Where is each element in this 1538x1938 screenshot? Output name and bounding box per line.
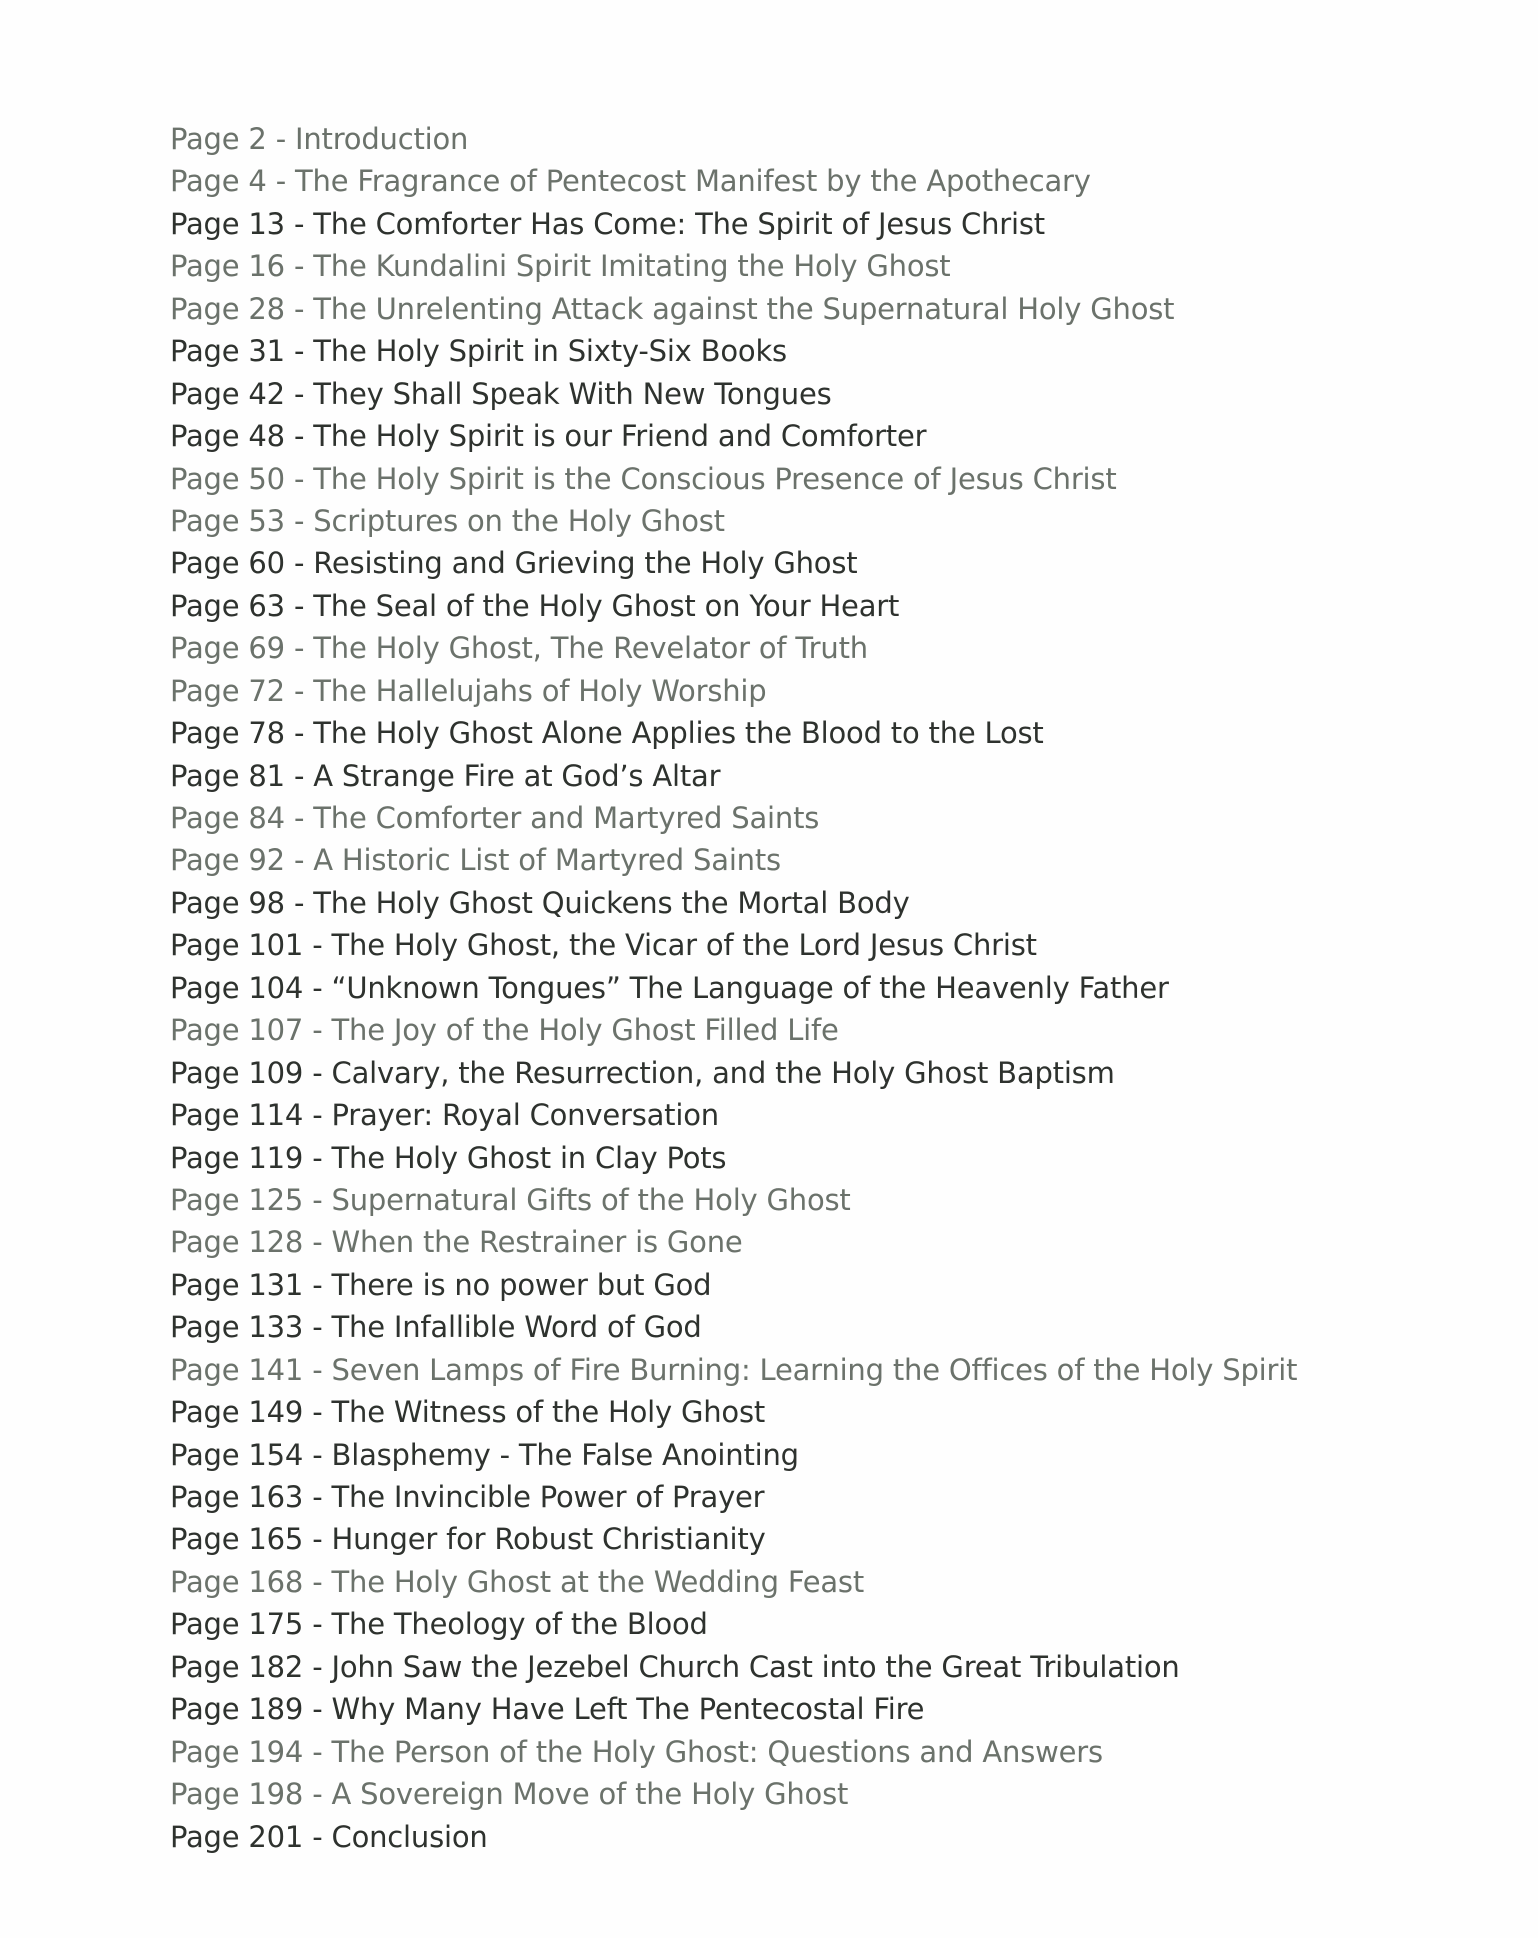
toc-separator: -	[293, 546, 305, 581]
toc-chapter-title: They Shall Speak With New Tongues	[313, 376, 832, 411]
toc-entry	[170, 1009, 1470, 1051]
toc-separator: -	[293, 843, 305, 878]
toc-separator: -	[312, 1395, 323, 1430]
table-of-contents	[170, 118, 1470, 1858]
toc-page-number: Page 168	[170, 1564, 304, 1599]
toc-separator: -	[293, 461, 305, 496]
toc-entry	[170, 118, 1470, 160]
toc-page-number: Page 101	[170, 928, 304, 963]
toc-chapter-title: Prayer: Royal Conversation	[331, 1098, 719, 1133]
toc-entry	[170, 160, 1470, 202]
toc-page-number: Page 189	[170, 1692, 304, 1727]
toc-page-number: Page 69	[170, 631, 285, 666]
toc-separator: -	[312, 1480, 323, 1514]
toc-page-number: Page 50	[170, 461, 285, 496]
toc-entry	[170, 924, 1470, 966]
toc-separator: -	[293, 419, 305, 454]
toc-entry	[170, 458, 1470, 500]
toc-page-number: Page 53	[170, 503, 285, 538]
toc-chapter-title: The Witness of the Holy Ghost	[331, 1395, 766, 1430]
toc-entry	[170, 1306, 1470, 1348]
toc-chapter-title: The Comforter and Martyred Saints	[313, 801, 820, 835]
toc-chapter-title: The Joy of the Holy Ghost Filled Life	[331, 1013, 839, 1048]
toc-entry	[170, 585, 1470, 627]
toc-entry	[170, 797, 1470, 839]
toc-entry	[170, 1561, 1470, 1603]
toc-entry	[170, 1688, 1470, 1730]
toc-separator: -	[312, 1734, 323, 1769]
toc-chapter-title: The Theology of the Blood	[331, 1607, 708, 1642]
toc-page-number: Page 107	[170, 1013, 304, 1048]
toc-separator: -	[293, 631, 305, 666]
toc-page-number: Page 13	[170, 206, 285, 241]
toc-chapter-title: Seven Lamps of Fire Burning: Learning the Offices of the Holy Spirit	[331, 1352, 1298, 1387]
toc-entry	[170, 627, 1470, 669]
toc-separator: -	[312, 1777, 323, 1812]
toc-entry	[170, 1518, 1470, 1560]
toc-separator: -	[293, 716, 305, 751]
toc-separator: -	[312, 970, 323, 1005]
toc-entry	[170, 1646, 1470, 1688]
toc-chapter-title: A Sovereign Move of the Holy Ghost	[331, 1777, 849, 1812]
toc-chapter-title: The Unrelenting Attack against the Supernatural Holy Ghost	[313, 291, 1175, 326]
toc-separator: -	[293, 334, 305, 369]
toc-entry	[170, 373, 1470, 415]
toc-page-number: Page 60	[170, 546, 285, 581]
toc-page-number: Page 109	[170, 1055, 304, 1090]
toc-chapter-title: The Person of the Holy Ghost: Questions and Answers	[331, 1734, 1103, 1769]
toc-separator: -	[312, 928, 323, 963]
toc-page-number: Page 84	[170, 801, 285, 835]
toc-separator: -	[312, 1225, 323, 1260]
toc-page-number: Page 98	[170, 885, 285, 920]
toc-chapter-title: Supernatural Gifts of the Holy Ghost	[331, 1182, 851, 1217]
toc-page-number: Page 42	[170, 376, 285, 411]
toc-separator: -	[275, 122, 286, 156]
toc-entry	[170, 203, 1470, 245]
toc-entry	[170, 542, 1470, 584]
toc-chapter-title: The Holy Ghost Quickens the Mortal Body	[313, 885, 910, 920]
toc-entry	[170, 1179, 1470, 1221]
toc-chapter-title: Introduction	[295, 122, 469, 156]
toc-entry	[170, 967, 1470, 1009]
toc-entry	[170, 1391, 1470, 1433]
toc-chapter-title: The Infallible Word of God	[331, 1310, 702, 1345]
toc-page-number: Page 114	[170, 1098, 304, 1133]
toc-entry	[170, 839, 1470, 881]
toc-separator: -	[312, 1055, 323, 1090]
toc-page-number: Page 81	[170, 758, 285, 793]
toc-separator: -	[293, 673, 305, 708]
toc-page-number: Page 48	[170, 419, 285, 454]
toc-page-number: Page 125	[170, 1182, 304, 1217]
toc-page-number: Page 175	[170, 1607, 304, 1642]
toc-entry	[170, 245, 1470, 287]
toc-page-number: Page 133	[170, 1310, 304, 1345]
toc-page-number: Page 163	[170, 1480, 304, 1514]
toc-chapter-title: A Strange Fire at God’s Altar	[313, 758, 721, 793]
toc-entry	[170, 288, 1470, 330]
toc-chapter-title: The Seal of the Holy Ghost on Your Heart	[313, 588, 900, 623]
toc-entry	[170, 1731, 1470, 1773]
toc-page-number: Page 16	[170, 249, 285, 284]
toc-entry	[170, 1349, 1470, 1391]
toc-chapter-title: Hunger for Robust Christianity	[331, 1522, 766, 1557]
toc-chapter-title: Blasphemy - The False Anointing	[331, 1437, 799, 1472]
toc-entry	[170, 1137, 1470, 1179]
toc-entry	[170, 1264, 1470, 1306]
toc-chapter-title: Conclusion	[331, 1819, 488, 1854]
toc-page-number: Page 28	[170, 291, 285, 326]
toc-page-number: Page 165	[170, 1522, 304, 1557]
toc-chapter-title: Calvary, the Resurrection, and the Holy Ghost Baptism	[331, 1055, 1115, 1090]
toc-separator: -	[293, 291, 305, 326]
toc-separator: -	[312, 1098, 323, 1133]
toc-chapter-title: The Fragrance of Pentecost Manifest by the Apothecary	[295, 164, 1091, 199]
toc-page-number: Page 149	[170, 1395, 304, 1430]
toc-separator: -	[312, 1819, 323, 1854]
toc-chapter-title: The Hallelujahs of Holy Worship	[313, 673, 767, 708]
toc-separator: -	[312, 1649, 323, 1684]
toc-page-number: Page 198	[170, 1777, 304, 1812]
toc-entry	[170, 670, 1470, 712]
toc-page-number: Page 119	[170, 1140, 304, 1175]
toc-page-number: Page 141	[170, 1352, 304, 1387]
toc-page-number: Page 92	[170, 843, 285, 878]
toc-chapter-title: There is no power but God	[331, 1267, 712, 1302]
toc-chapter-title: The Invincible Power of Prayer	[331, 1480, 765, 1514]
toc-page-number: Page 128	[170, 1225, 304, 1260]
toc-chapter-title: John Saw the Jezebel Church Cast into the Great Tribulation	[331, 1649, 1180, 1684]
toc-chapter-title: Scriptures on the Holy Ghost	[313, 503, 725, 538]
toc-entry	[170, 755, 1470, 797]
toc-entry	[170, 1094, 1470, 1136]
toc-separator: -	[293, 376, 305, 411]
toc-page-number: Page 78	[170, 716, 285, 751]
toc-page-number: Page 72	[170, 673, 285, 708]
toc-separator: -	[312, 1692, 323, 1727]
toc-page-number: Page 131	[170, 1267, 304, 1302]
toc-chapter-title: The Holy Ghost at the Wedding Feast	[331, 1564, 865, 1599]
toc-entry	[170, 1816, 1470, 1858]
toc-page-number: Page 201	[170, 1819, 304, 1854]
toc-separator: -	[293, 588, 305, 623]
toc-chapter-title: The Holy Ghost in Clay Pots	[331, 1140, 727, 1175]
toc-entry	[170, 1773, 1470, 1815]
toc-entry	[170, 1476, 1470, 1518]
toc-chapter-title: The Comforter Has Come: The Spirit of Jesus Christ	[313, 206, 1045, 241]
toc-page-number: Page 194	[170, 1734, 304, 1769]
toc-entry	[170, 1052, 1470, 1094]
toc-separator: -	[312, 1140, 323, 1175]
toc-separator: -	[312, 1310, 323, 1345]
toc-separator: -	[312, 1607, 323, 1642]
toc-separator: -	[293, 885, 305, 920]
toc-page-number: Page 31	[170, 334, 285, 369]
toc-entry	[170, 1434, 1470, 1476]
toc-chapter-title: The Holy Ghost, the Vicar of the Lord Jesus Christ	[331, 928, 1037, 963]
toc-entry	[170, 1603, 1470, 1645]
toc-page-number: Page 104	[170, 970, 304, 1005]
toc-chapter-title: Why Many Have Left The Pentecostal Fire	[331, 1692, 925, 1727]
toc-chapter-title: The Holy Spirit is our Friend and Comforter	[313, 419, 927, 454]
toc-chapter-title: Resisting and Grieving the Holy Ghost	[313, 546, 858, 581]
toc-separator: -	[293, 801, 305, 835]
toc-separator: -	[312, 1564, 323, 1599]
toc-separator: -	[312, 1437, 323, 1472]
toc-entry	[170, 1221, 1470, 1263]
toc-separator: -	[293, 503, 305, 538]
toc-entry	[170, 500, 1470, 542]
toc-entry	[170, 882, 1470, 924]
toc-chapter-title: The Kundalini Spirit Imitating the Holy Ghost	[313, 249, 951, 284]
toc-chapter-title: A Historic List of Martyred Saints	[313, 843, 781, 878]
toc-chapter-title: When the Restrainer is Gone	[331, 1225, 743, 1260]
toc-separator: -	[312, 1267, 323, 1302]
toc-entry	[170, 712, 1470, 754]
toc-chapter-title: “Unknown Tongues” The Language of the Heavenly Father	[331, 970, 1169, 1005]
toc-chapter-title: The Holy Ghost Alone Applies the Blood to the Lost	[313, 716, 1044, 751]
toc-page-number: Page 182	[170, 1649, 304, 1684]
toc-separator: -	[275, 164, 286, 199]
toc-page-number: Page 154	[170, 1437, 304, 1472]
toc-chapter-title: The Holy Ghost, The Revelator of Truth	[313, 631, 868, 666]
toc-separator: -	[312, 1182, 323, 1217]
toc-chapter-title: The Holy Spirit in Sixty-Six Books	[313, 334, 787, 369]
toc-separator: -	[312, 1013, 323, 1048]
toc-page-number: Page 4	[170, 164, 267, 199]
toc-separator: -	[293, 249, 305, 284]
toc-separator: -	[293, 206, 305, 241]
toc-page-number: Page 2	[170, 122, 267, 156]
toc-entry	[170, 330, 1470, 372]
toc-page-number: Page 63	[170, 588, 285, 623]
toc-chapter-title: The Holy Spirit is the Conscious Presence of Jesus Christ	[313, 461, 1117, 496]
toc-separator: -	[312, 1522, 323, 1557]
toc-entry	[170, 415, 1470, 457]
toc-separator: -	[312, 1352, 323, 1387]
toc-separator: -	[293, 758, 305, 793]
